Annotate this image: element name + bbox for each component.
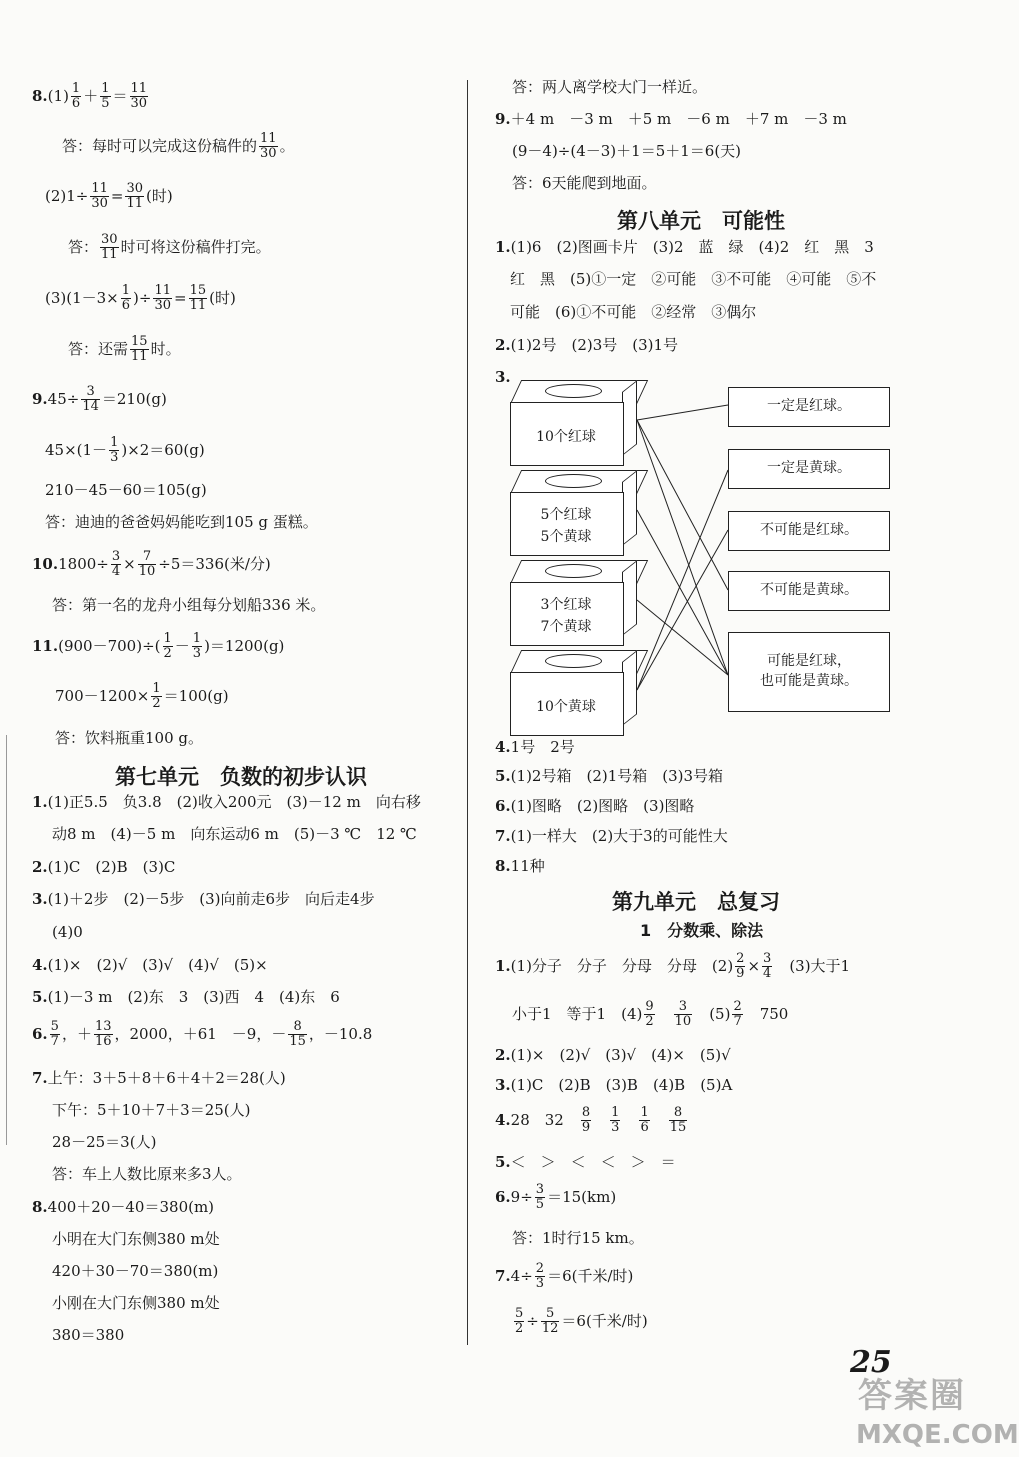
q10: 10.1800÷ $\frac{3}{4}$ × $\frac{7}{10}$ ÷5＝336(米/分): [32, 549, 271, 580]
q10-answer: 答：第一名的龙舟小组每分划船336 米。: [52, 596, 326, 614]
u7-q4: 4.(1)× (2)√ (3)√ (4)√ (5)×: [32, 956, 268, 974]
u8-q7: 7.(1)一样大 (2)大于3的可能性大: [495, 827, 728, 845]
option-4: 不可能是黄球。: [728, 571, 890, 611]
box-4: [510, 650, 635, 735]
u7-q3-line2: (4)0: [52, 923, 83, 941]
q9-line1: 9.45÷ $\frac{3}{14}$ ＝210(g): [32, 384, 167, 415]
unit8-title: 第八单元 可能性: [617, 209, 785, 233]
q9-line2: 45×(1－ $\frac{1}{3}$ )×2＝60(g): [45, 435, 205, 466]
q8-part2: (2)1÷ $\frac{11}{30}$ = $\frac{30}{11}$ (时): [45, 181, 173, 212]
q9-answer: 答：迪迪的爸爸妈妈能吃到105 g 蛋糕。: [45, 513, 318, 531]
u9-q1-line1: 1.(1)分子 分子 分母 分母 (2) $\frac{2}{9}$ × $\frac{3}{4}$ (3)大于1: [495, 951, 851, 982]
unit9-subtitle: 1 分数乘、除法: [640, 921, 764, 940]
q11-line1: 11.(900－700)÷( $\frac{1}{2}$ － $\frac{1}{3}$ )＝1200(g): [32, 631, 285, 662]
u7-q7-answer: 答：车上人数比原来多3人。: [52, 1165, 242, 1183]
r-answer-top: 答：两人离学校大门一样近。: [512, 78, 708, 96]
u7-q7-line1: 7.上午：3＋5＋8＋6＋4＋2＝28(人): [32, 1069, 286, 1087]
u9-q6-answer: 答：1时行15 km。: [512, 1229, 644, 1247]
q11-answer: 答：饮料瓶重100 g。: [55, 729, 204, 747]
unit9-title: 第九单元 总复习: [612, 890, 780, 914]
unit7-title: 第七单元 负数的初步认识: [115, 765, 367, 789]
u7-q8-line3: 420＋30－70＝380(m): [52, 1262, 219, 1280]
q8-part3-answer: 答：还需 $\frac{15}{11}$ 时。: [68, 334, 181, 365]
u8-q5: 5.(1)2号箱 (2)1号箱 (3)3号箱: [495, 767, 724, 785]
box-3-label-2: 7个黄球: [540, 619, 592, 635]
u7-q1-line1: 1.(1)正5.5 负3.8 (2)收入200元 (3)－12 m 向右移: [32, 793, 421, 811]
u7-q5: 5.(1)－3 m (2)东 3 (3)西 4 (4)东 6: [32, 988, 340, 1006]
q9-line3: 210－45－60＝105(g): [45, 481, 207, 499]
watermark-logo: [848, 1368, 1019, 1454]
r-q9-line2: (9－4)÷(4－3)＋1＝5＋1＝6(天): [512, 142, 742, 160]
box-1-label: 10个红球: [536, 429, 596, 445]
u7-q8-line2: 小明在大门东侧380 m处: [52, 1230, 220, 1248]
u9-q5: 5.＜ ＞ ＜ ＜ ＞ ＝: [495, 1153, 676, 1171]
u8-q3-label: 3.: [495, 368, 511, 386]
watermark-bottom: MXQE.COM: [856, 1420, 1019, 1450]
u8-q4: 4.1号 2号: [495, 738, 575, 756]
u9-q7-line2: $\frac{5}{2}$ ÷ $\frac{5}{12}$ ＝6(千米/时): [515, 1306, 648, 1337]
option-1: 一定是红球。: [728, 387, 890, 427]
q11-line2: 700－1200× $\frac{1}{2}$ ＝100(g): [55, 681, 229, 712]
u7-q2: 2.(1)C (2)B (3)C: [32, 858, 176, 876]
u9-q3: 3.(1)C (2)B (3)B (4)B (5)A: [495, 1076, 733, 1094]
box-3-label-1: 3个红球: [540, 597, 592, 613]
u8-q1-line3: 可能 (6)①不可能 ②经常 ③偶尔: [510, 303, 757, 321]
u8-q1-line2: 红 黑 (5)①一定 ②可能 ③不可能 ④可能 ⑤不: [510, 270, 877, 288]
u9-q1-line2: 小于1 等于1 (4) $\frac{9}{2}$ $\frac{3}{10}$ (5) $\frac{2}{7}$ 750: [512, 999, 789, 1030]
box-3: [510, 560, 635, 645]
u8-q8: 8.11种: [495, 857, 545, 875]
u9-q6: 6.9÷ $\frac{3}{5}$ ＝15(km): [495, 1182, 617, 1213]
u8-q1-line1: 1.(1)6 (2)图画卡片 (3)2 蓝 绿 (4)2 红 黑 3: [495, 238, 874, 256]
u7-q6: 6. $\frac{5}{7}$ ，＋ $\frac{13}{16}$ ，2000，＋61 －9，－ $\frac{8}{15}$ ，－10.8: [32, 1019, 373, 1050]
u8-q6: 6.(1)图略 (2)图略 (3)图略: [495, 797, 695, 815]
box-2: [510, 470, 635, 555]
u7-q8-line4: 小刚在大门东侧380 m处: [52, 1294, 220, 1312]
u9-q4: 4.28 32 $\frac{8}{9}$ $\frac{1}{3}$ $\frac{1}{6}$ $\frac{8}{15}$: [495, 1105, 687, 1136]
option-3: 不可能是红球。: [728, 511, 890, 551]
u7-q8-line1: 8.400＋20－40＝380(m): [32, 1198, 215, 1216]
u7-q7-line3: 28－25＝3(人): [52, 1133, 157, 1151]
u7-q1-line2: 动8 m (4)－5 m 向东运动6 m (5)－3 ℃ 12 ℃: [52, 825, 417, 843]
option-5: 可能是红球， 也可能是黄球。: [728, 632, 890, 712]
u7-q7-line2: 下午：5＋10＋7＋3＝25(人): [52, 1101, 251, 1119]
box-4-label: 10个黄球: [536, 699, 596, 715]
u9-q7-line1: 7.4÷ $\frac{2}{3}$ ＝6(千米/时): [495, 1261, 634, 1292]
q8-part1: 8.(1) $\frac{1}{6}$ ＋ $\frac{1}{5}$ ＝ $\frac{11}{30}$: [32, 81, 148, 112]
q8-part2-answer: 答： $\frac{30}{11}$ 时可将这份稿件打完。: [68, 232, 271, 263]
page-number: 25: [850, 1345, 892, 1380]
u9-q2: 2.(1)× (2)√ (3)√ (4)× (5)√: [495, 1046, 731, 1064]
r-q9-line1: 9.＋4 m －3 m ＋5 m －6 m ＋7 m －3 m: [495, 110, 847, 128]
box-1: [510, 380, 635, 465]
q8-part3: (3)(1－3× $\frac{1}{6}$ )÷ $\frac{11}{30}$ = $\frac{15}{11}$ (时): [45, 283, 236, 314]
u8-q2: 2.(1)2号 (2)3号 (3)1号: [495, 336, 679, 354]
box-2-label-1: 5个红球: [540, 507, 592, 523]
r-q9-answer: 答：6天能爬到地面。: [512, 174, 657, 192]
option-2: 一定是黄球。: [728, 449, 890, 489]
watermark-top: 答案圈: [858, 1376, 966, 1416]
box-2-label-2: 5个黄球: [540, 529, 592, 545]
u7-q3-line1: 3.(1)＋2步 (2)－5步 (3)向前走6步 向后走4步: [32, 890, 375, 908]
u7-q8-line5: 380＝380: [52, 1326, 125, 1344]
q8-part1-answer: 答：每时可以完成这份稿件的 $\frac{11}{30}$ 。: [62, 131, 295, 162]
